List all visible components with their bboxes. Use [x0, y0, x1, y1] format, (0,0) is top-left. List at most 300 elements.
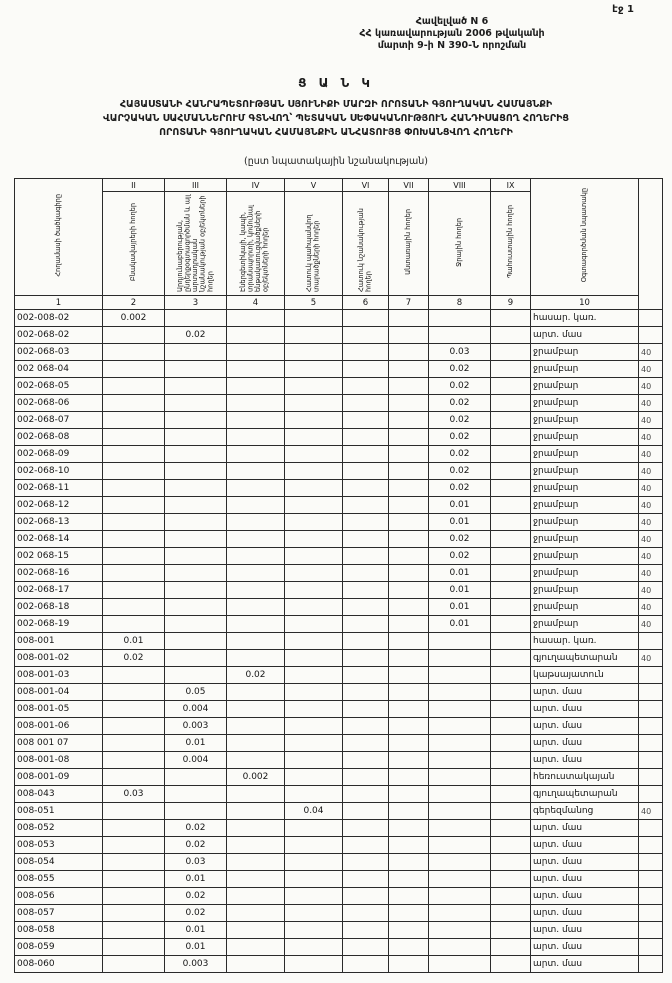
area-value-cell [103, 718, 165, 735]
area-value-cell [343, 786, 389, 803]
margin-note [639, 820, 663, 837]
subtitle-note: (ըստ նպատակային նշանակության) [244, 156, 428, 167]
parcel-code-cell: 002-068-02 [15, 327, 103, 344]
area-value-cell [343, 684, 389, 701]
area-value-cell [389, 854, 429, 871]
parcel-code-cell: 008-001-04 [15, 684, 103, 701]
area-value-cell [491, 480, 531, 497]
area-value-cell [227, 344, 285, 361]
area-value-cell [429, 718, 491, 735]
table-row [15, 837, 663, 854]
table-row [15, 344, 663, 361]
margin-note: 40 [639, 395, 663, 412]
document-title: Ց Ա Ն Կ [298, 76, 374, 90]
table-body [15, 310, 663, 973]
area-value-cell [227, 378, 285, 395]
area-value-cell [285, 310, 343, 327]
area-value-cell: 0.02 [429, 378, 491, 395]
table-row [15, 888, 663, 905]
area-value-cell [285, 837, 343, 854]
area-value-cell [389, 820, 429, 837]
area-value-cell: 0.02 [429, 480, 491, 497]
area-value-cell [285, 395, 343, 412]
table-row [15, 854, 663, 871]
area-value-cell [103, 684, 165, 701]
parcel-code-cell: 002-068-07 [15, 412, 103, 429]
area-value-cell: 0.02 [165, 820, 227, 837]
area-value-cell [103, 327, 165, 344]
column-number: 5 [285, 296, 343, 310]
area-value-cell [429, 820, 491, 837]
margin-note [639, 667, 663, 684]
area-value-cell [227, 922, 285, 939]
area-value-cell [389, 344, 429, 361]
margin-note: 40 [639, 650, 663, 667]
area-value-cell [389, 939, 429, 956]
table-row [15, 531, 663, 548]
area-value-cell [389, 752, 429, 769]
header-infrastructure-lands: Էներգետիկայի, կապի, տրանսպորտի, կոմունալ ենթակառուցվածքների օբյեկտների հողեր [227, 192, 285, 296]
table-row [15, 327, 663, 344]
area-value-cell [227, 837, 285, 854]
table-row [15, 429, 663, 446]
subtitle-line: ՀԱՅԱՍՏԱՆԻ ՀԱՆՐԱՊԵՏՈՒԹՅԱՆ ՍՅՈՒՆԻՔԻ ՄԱՐԶԻ ՈՐՈՏԱՆԻ ԳՅՈՒՂԱԿԱՆ ՀԱՄԱՅՆՔԻ [119, 99, 553, 110]
parcel-code-cell: 008-001-02 [15, 650, 103, 667]
area-value-cell [389, 769, 429, 786]
column-number: 1 [15, 296, 103, 310]
area-value-cell [491, 854, 531, 871]
margin-note: 40 [639, 582, 663, 599]
area-value-cell [103, 888, 165, 905]
area-value-cell [429, 905, 491, 922]
area-value-cell [429, 752, 491, 769]
table-row [15, 395, 663, 412]
area-value-cell: 0.003 [165, 718, 227, 735]
area-value-cell [227, 429, 285, 446]
area-value-cell [343, 548, 389, 565]
area-value-cell [343, 718, 389, 735]
parcel-code-cell: 008-054 [15, 854, 103, 871]
table-header [15, 179, 663, 310]
area-value-cell [491, 752, 531, 769]
area-value-cell [103, 463, 165, 480]
header-settlement-lands: Բնակավայրերի հողեր [103, 192, 165, 296]
table-row [15, 616, 663, 633]
column-number: 2 [103, 296, 165, 310]
area-value-cell [285, 718, 343, 735]
purpose-cell: կաթսայատուն [531, 667, 639, 684]
area-value-cell [429, 735, 491, 752]
area-value-cell [227, 939, 285, 956]
table-row [15, 905, 663, 922]
table-row [15, 599, 663, 616]
parcel-code-cell: 002-068-13 [15, 514, 103, 531]
area-value-cell [285, 735, 343, 752]
table-row [15, 820, 663, 837]
parcel-code-cell: 008-001-09 [15, 769, 103, 786]
area-value-cell [103, 446, 165, 463]
area-value-cell [389, 922, 429, 939]
table-row [15, 956, 663, 973]
area-value-cell [285, 871, 343, 888]
area-value-cell: 0.01 [429, 616, 491, 633]
area-value-cell [389, 531, 429, 548]
area-value-cell [165, 378, 227, 395]
area-value-cell [343, 803, 389, 820]
area-value-cell [285, 497, 343, 514]
area-value-cell [429, 684, 491, 701]
area-value-cell: 0.02 [429, 446, 491, 463]
area-value-cell [165, 361, 227, 378]
table-row [15, 650, 663, 667]
area-value-cell [285, 480, 343, 497]
area-value-cell [227, 497, 285, 514]
area-value-cell: 0.03 [103, 786, 165, 803]
area-value-cell [343, 735, 389, 752]
margin-note: 40 [639, 548, 663, 565]
purpose-cell: հասար. կառ. [531, 310, 639, 327]
document-subtitle [10, 98, 662, 139]
area-value-cell [491, 531, 531, 548]
area-value-cell [227, 956, 285, 973]
area-value-cell [389, 616, 429, 633]
roman-numeral: IV [227, 179, 285, 192]
area-value-cell [103, 361, 165, 378]
column-number: 9 [491, 296, 531, 310]
margin-note [639, 905, 663, 922]
roman-numeral: II [103, 179, 165, 192]
area-value-cell [165, 582, 227, 599]
table-row [15, 735, 663, 752]
area-value-cell [491, 327, 531, 344]
area-value-cell [165, 395, 227, 412]
area-value-cell [103, 480, 165, 497]
area-value-cell: 0.004 [165, 701, 227, 718]
area-value-cell [343, 837, 389, 854]
area-value-cell [103, 735, 165, 752]
margin-note: 40 [639, 378, 663, 395]
area-value-cell [227, 446, 285, 463]
area-value-cell [343, 463, 389, 480]
area-value-cell [429, 956, 491, 973]
area-value-cell [165, 531, 227, 548]
table-row [15, 718, 663, 735]
area-value-cell [429, 922, 491, 939]
purpose-cell: արտ. մաս [531, 820, 639, 837]
table-row [15, 752, 663, 769]
margin-note: 40 [639, 344, 663, 361]
purpose-cell: գյուղապետարան [531, 786, 639, 803]
parcel-code-cell: 008-001-06 [15, 718, 103, 735]
area-value-cell: 0.04 [285, 803, 343, 820]
parcel-code-cell: 002-068-08 [15, 429, 103, 446]
area-value-cell [227, 820, 285, 837]
subtitle-line: ՈՐՈՏԱՆԻ ԳՅՈՒՂԱԿԱՆ ՀԱՄԱՅՆՔԻՆ ԱՆՀԱՏՈՒՅՑ ՓՈԽԱՆՑՎՈՂ ՀՈՂԵՐԻ [159, 126, 513, 138]
area-value-cell [103, 956, 165, 973]
area-value-cell [491, 429, 531, 446]
area-value-cell: 0.05 [165, 684, 227, 701]
area-value-cell [343, 395, 389, 412]
area-value-cell [227, 888, 285, 905]
area-value-cell [491, 701, 531, 718]
purpose-cell: ջրամբար [531, 497, 639, 514]
purpose-cell: ջրամբար [531, 514, 639, 531]
parcel-code-cell: 008 001 07 [15, 735, 103, 752]
area-value-cell [429, 650, 491, 667]
table-row [15, 769, 663, 786]
parcel-code-cell: 002-068-17 [15, 582, 103, 599]
area-value-cell [227, 701, 285, 718]
area-value-cell [103, 497, 165, 514]
margin-note [639, 633, 663, 650]
area-value-cell: 0.02 [165, 888, 227, 905]
area-value-cell [389, 582, 429, 599]
parcel-code-cell: 002-068-05 [15, 378, 103, 395]
area-value-cell [343, 565, 389, 582]
area-value-cell [389, 735, 429, 752]
area-value-cell [429, 939, 491, 956]
margin-note: 40 [639, 412, 663, 429]
purpose-cell: արտ. մաս [531, 956, 639, 973]
parcel-code-cell: 008-053 [15, 837, 103, 854]
area-value-cell [491, 378, 531, 395]
area-value-cell [165, 599, 227, 616]
area-value-cell [389, 565, 429, 582]
margin-note [639, 956, 663, 973]
area-value-cell [227, 718, 285, 735]
margin-note: 40 [639, 497, 663, 514]
purpose-cell: արտ. մաս [531, 939, 639, 956]
appendix-header [287, 16, 617, 52]
area-value-cell [227, 395, 285, 412]
area-value-cell [285, 956, 343, 973]
area-value-cell [103, 582, 165, 599]
area-value-cell [491, 956, 531, 973]
area-value-cell [491, 548, 531, 565]
area-value-cell [389, 463, 429, 480]
area-value-cell: 0.004 [165, 752, 227, 769]
table-row [15, 480, 663, 497]
area-value-cell [343, 888, 389, 905]
area-value-cell [491, 871, 531, 888]
area-value-cell [165, 412, 227, 429]
area-value-cell [429, 633, 491, 650]
area-value-cell [285, 463, 343, 480]
area-value-cell: 0.002 [103, 310, 165, 327]
area-value-cell [285, 939, 343, 956]
area-value-cell [165, 786, 227, 803]
area-value-cell [491, 344, 531, 361]
table-row [15, 667, 663, 684]
area-value-cell [491, 684, 531, 701]
purpose-cell: ջրամբար [531, 480, 639, 497]
area-value-cell [103, 871, 165, 888]
parcel-code-cell: 008-051 [15, 803, 103, 820]
margin-note [639, 922, 663, 939]
purpose-cell: արտ. մաս [531, 837, 639, 854]
area-value-cell [103, 667, 165, 684]
area-value-cell [343, 412, 389, 429]
margin-note [639, 735, 663, 752]
column-number: 8 [429, 296, 491, 310]
area-value-cell [389, 378, 429, 395]
purpose-cell: ջրամբար [531, 463, 639, 480]
area-value-cell: 0.02 [165, 327, 227, 344]
purpose-cell: արտ. մաս [531, 684, 639, 701]
margin-note [639, 769, 663, 786]
table-row [15, 548, 663, 565]
area-value-cell [285, 565, 343, 582]
area-value-cell [227, 871, 285, 888]
area-value-cell [389, 837, 429, 854]
column-number: 7 [389, 296, 429, 310]
table-row [15, 922, 663, 939]
area-value-cell [491, 820, 531, 837]
area-value-cell [103, 769, 165, 786]
margin-note [639, 837, 663, 854]
column-number: 3 [165, 296, 227, 310]
parcel-code-cell: 008-043 [15, 786, 103, 803]
area-value-cell [491, 718, 531, 735]
roman-numeral: VII [389, 179, 429, 192]
purpose-cell: արտ. մաս [531, 871, 639, 888]
area-value-cell: 0.03 [165, 854, 227, 871]
area-value-cell [343, 854, 389, 871]
area-value-cell [227, 310, 285, 327]
header-purpose: Օգտագործման նպատակը [531, 179, 639, 296]
area-value-cell [165, 769, 227, 786]
area-value-cell [491, 616, 531, 633]
area-value-cell [285, 667, 343, 684]
table-row [15, 310, 663, 327]
area-value-cell [285, 429, 343, 446]
area-value-cell [227, 514, 285, 531]
purpose-cell: ջրամբար [531, 616, 639, 633]
area-value-cell [285, 531, 343, 548]
area-value-cell [491, 446, 531, 463]
purpose-cell: արտ. մաս [531, 701, 639, 718]
margin-note [639, 752, 663, 769]
purpose-cell: արտ. մաս [531, 752, 639, 769]
area-value-cell [491, 582, 531, 599]
area-value-cell: 0.02 [429, 463, 491, 480]
area-value-cell [103, 837, 165, 854]
purpose-cell: ջրամբար [531, 599, 639, 616]
margin-note: 40 [639, 599, 663, 616]
area-value-cell [165, 650, 227, 667]
purpose-cell: գերեզմանոց [531, 803, 639, 820]
area-value-cell [343, 429, 389, 446]
purpose-cell: արտ. մաս [531, 922, 639, 939]
area-value-cell [491, 514, 531, 531]
area-value-cell [165, 616, 227, 633]
area-value-cell [429, 837, 491, 854]
purpose-cell: ջրամբար [531, 378, 639, 395]
area-value-cell [285, 446, 343, 463]
area-value-cell [343, 446, 389, 463]
area-value-cell [343, 531, 389, 548]
parcel-code-cell: 002-068-18 [15, 599, 103, 616]
header-water-lands: Ջրային հողեր [429, 192, 491, 296]
area-value-cell [343, 667, 389, 684]
area-value-cell [343, 344, 389, 361]
area-value-cell [343, 956, 389, 973]
area-value-cell [429, 803, 491, 820]
area-value-cell [343, 599, 389, 616]
appendix-line: մարտի 9-ի N 390-Ն որոշման [377, 39, 527, 51]
margin-note [639, 310, 663, 327]
parcel-code-cell: 002-068-10 [15, 463, 103, 480]
area-value-cell [429, 769, 491, 786]
column-number-row [15, 296, 663, 310]
header-parcel-code: Հողամասի ծածկագիրը [15, 179, 103, 296]
purpose-cell: հասար. կառ. [531, 633, 639, 650]
column-number: 10 [531, 296, 639, 310]
roman-numeral: VI [343, 179, 389, 192]
area-value-cell [491, 769, 531, 786]
area-value-cell [285, 378, 343, 395]
parcel-code-cell: 002-008-02 [15, 310, 103, 327]
area-value-cell [389, 956, 429, 973]
area-value-cell [227, 803, 285, 820]
area-value-cell [389, 667, 429, 684]
area-value-cell [285, 769, 343, 786]
purpose-cell: արտ. մաս [531, 718, 639, 735]
area-value-cell [343, 633, 389, 650]
area-value-cell [343, 310, 389, 327]
area-value-cell [389, 429, 429, 446]
purpose-cell: ջրամբար [531, 395, 639, 412]
parcel-code-cell: 008-058 [15, 922, 103, 939]
table-row [15, 412, 663, 429]
area-value-cell: 0.01 [165, 939, 227, 956]
area-value-cell: 0.002 [227, 769, 285, 786]
parcel-code-cell: 002 068-04 [15, 361, 103, 378]
area-value-cell [343, 514, 389, 531]
area-value-cell [343, 378, 389, 395]
area-value-cell [227, 565, 285, 582]
margin-note [639, 701, 663, 718]
area-value-cell [285, 854, 343, 871]
area-value-cell [389, 446, 429, 463]
area-value-cell [285, 514, 343, 531]
area-value-cell [491, 412, 531, 429]
margin-note: 40 [639, 480, 663, 497]
area-value-cell [227, 599, 285, 616]
table-row [15, 497, 663, 514]
area-value-cell [389, 361, 429, 378]
area-value-cell [103, 548, 165, 565]
margin-note: 40 [639, 565, 663, 582]
margin-note: 40 [639, 361, 663, 378]
purpose-cell: ջրամբար [531, 565, 639, 582]
area-value-cell [343, 701, 389, 718]
area-value-cell [491, 633, 531, 650]
area-value-cell [491, 565, 531, 582]
area-value-cell: 0.02 [103, 650, 165, 667]
area-value-cell [227, 854, 285, 871]
parcel-code-cell: 008-060 [15, 956, 103, 973]
purpose-cell: արտ. մաս [531, 327, 639, 344]
area-value-cell [285, 633, 343, 650]
parcel-code-cell: 002-068-09 [15, 446, 103, 463]
parcel-code-cell: 002-068-19 [15, 616, 103, 633]
area-value-cell: 0.01 [103, 633, 165, 650]
table-row [15, 463, 663, 480]
area-value-cell [343, 361, 389, 378]
area-value-cell [491, 361, 531, 378]
area-value-cell [285, 786, 343, 803]
